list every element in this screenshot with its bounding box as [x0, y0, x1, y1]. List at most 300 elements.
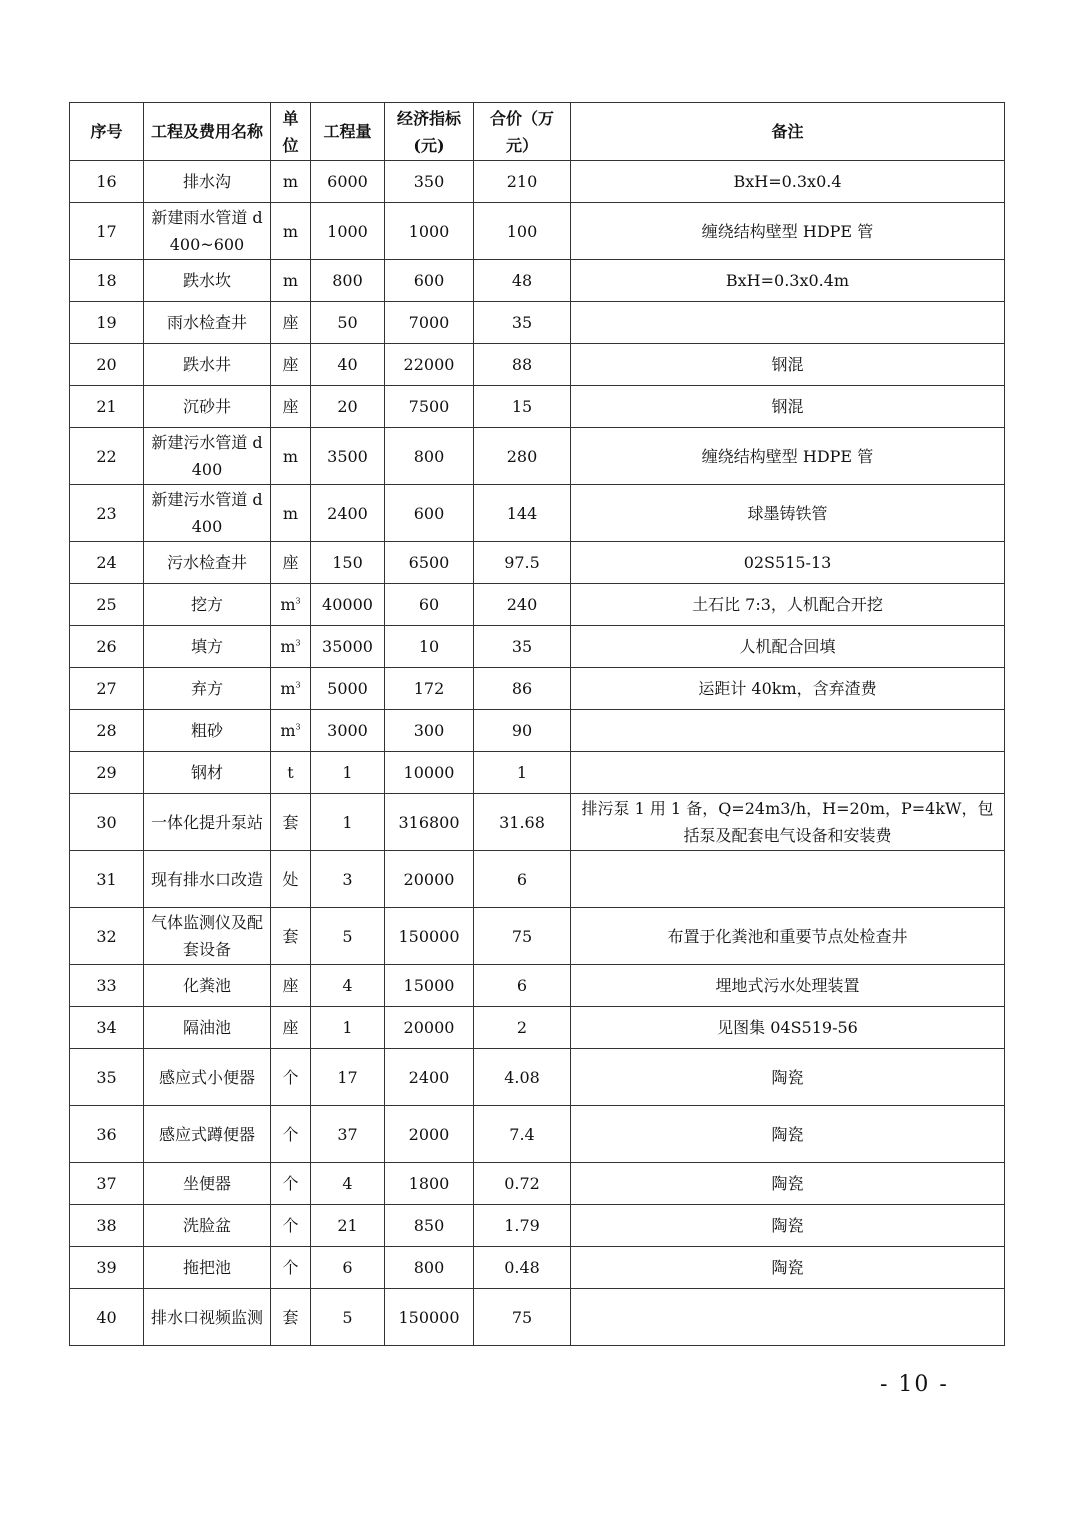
cell-unit: [271, 794, 311, 851]
cell-unit: [271, 1106, 311, 1163]
cell-quantity: [311, 668, 385, 710]
cell-name-text: 化粪池: [182, 976, 231, 995]
cell-remark: [571, 485, 1005, 542]
cell-quantity: [311, 965, 385, 1007]
table-body: [70, 161, 1005, 1346]
cell-remark: [571, 626, 1005, 668]
cell-no-text: 18: [96, 271, 117, 290]
cell-remark-text: 缠绕结构壁型 HDPE 管: [701, 446, 874, 466]
cell-no-text: 25: [96, 595, 117, 614]
cell-remark-text: 球墨铸铁管: [747, 503, 828, 523]
cell-quantity: [311, 161, 385, 203]
cell-index-text: 60: [418, 595, 440, 614]
cell-no-text: 17: [96, 221, 117, 241]
table-row: [70, 1049, 1005, 1106]
header-index: 经济指标(元): [385, 103, 474, 161]
cell-no: [70, 344, 144, 386]
cell-total-text: 144: [506, 503, 538, 523]
cell-quantity: [311, 794, 385, 851]
cell-remark-text: 陶瓷: [771, 1124, 804, 1144]
cell-unit-text: m: [282, 271, 299, 290]
cell-remark: [571, 161, 1005, 203]
cell-index-text: 6500: [408, 553, 450, 572]
cell-unit: [271, 965, 311, 1007]
cell-name-text: 新建污水管道 d400: [151, 490, 263, 536]
cell-remark-text: 钢混: [771, 397, 804, 416]
cell-total-text: 280: [506, 446, 538, 466]
cell-name-text: 粗砂: [190, 721, 223, 740]
cell-quantity-text: 5000: [327, 679, 368, 698]
cell-unit-text: m: [280, 679, 296, 698]
cell-index-text: 800: [413, 446, 445, 466]
cell-total: [474, 1163, 571, 1205]
cell-unit: [271, 302, 311, 344]
cell-no: [70, 584, 144, 626]
cell-no: [70, 161, 144, 203]
cell-index-text: 600: [413, 503, 445, 523]
cell-total-text: 6: [516, 869, 528, 889]
cell-name-text: 污水检查井: [166, 553, 247, 572]
cell-name-text: 排水沟: [182, 172, 231, 191]
cell-quantity-text: 37: [337, 1124, 358, 1144]
cell-total: [474, 386, 571, 428]
cell-quantity-text: 1000: [327, 221, 368, 241]
cell-remark: [571, 1106, 1005, 1163]
cell-unit-text: 座: [282, 1018, 299, 1037]
cell-unit-text: 座: [282, 313, 299, 332]
cell-unit-text: m: [280, 721, 296, 740]
cell-name: [144, 428, 271, 485]
table-row: [70, 794, 1005, 851]
cell-remark-text: 陶瓷: [771, 1174, 804, 1193]
cell-name: [144, 626, 271, 668]
cell-total: [474, 851, 571, 908]
cell-unit: [271, 260, 311, 302]
cell-remark-text: 埋地式污水处理装置: [715, 976, 860, 995]
cell-unit-text: 套: [282, 926, 299, 946]
cell-total-text: 6: [516, 976, 528, 995]
cell-remark: [571, 428, 1005, 485]
cell-total: [474, 1049, 571, 1106]
cell-total: [474, 626, 571, 668]
cell-name: [144, 485, 271, 542]
table-row: [70, 1205, 1005, 1247]
cell-quantity-text: 150: [332, 553, 363, 572]
cell-index: [385, 386, 474, 428]
cell-name-text: 坐便器: [182, 1174, 231, 1193]
cell-index-text: 7500: [408, 397, 450, 416]
cell-no-text: 27: [96, 679, 117, 698]
header-no: 序号: [70, 103, 144, 161]
cell-index: [385, 1049, 474, 1106]
cell-total-text: 35: [511, 637, 533, 656]
cell-quantity-text: 35000: [322, 637, 373, 656]
cell-unit-text: 座: [282, 976, 299, 995]
cell-total-text: 75: [511, 1307, 533, 1327]
cell-no: [70, 1205, 144, 1247]
cell-quantity-text: 3500: [327, 446, 368, 466]
cell-total: [474, 794, 571, 851]
cell-name: [144, 161, 271, 203]
cell-name-text: 弃方: [190, 679, 223, 698]
cell-remark-text: 运距计 40km，含弃渣费: [698, 679, 877, 698]
cell-index-text: 7000: [408, 313, 450, 332]
table-row: [70, 485, 1005, 542]
cell-name-text: 新建雨水管道 d400~600: [151, 208, 263, 254]
cell-no: [70, 428, 144, 485]
cell-quantity: [311, 344, 385, 386]
cell-remark: [571, 1007, 1005, 1049]
cell-unit-text: 座: [282, 355, 299, 374]
cell-index: [385, 260, 474, 302]
table-row: [70, 908, 1005, 965]
cell-remark: [571, 1247, 1005, 1289]
cell-total-text: 1.79: [504, 1216, 540, 1235]
cell-unit-text: m: [282, 172, 299, 191]
cell-unit-text: t: [287, 763, 294, 782]
cell-unit-text: 套: [282, 1307, 299, 1327]
cell-index-text: 15000: [403, 976, 455, 995]
cell-total: [474, 1289, 571, 1346]
cell-name: [144, 752, 271, 794]
unit-superscript: 3: [295, 680, 301, 690]
table-row: [70, 428, 1005, 485]
cell-index-text: 1800: [408, 1174, 450, 1193]
cell-remark-text: 布置于化粪池和重要节点处检查井: [667, 926, 908, 946]
cell-quantity-text: 50: [337, 313, 358, 332]
cell-remark: [571, 1205, 1005, 1247]
cell-index: [385, 428, 474, 485]
cell-no-text: 31: [96, 869, 117, 889]
cell-remark-text: 排污泵 1 用 1 备，Q=24m3/h，H=20m，P=4kW，包括泵及配套电气设备和安装费: [581, 799, 994, 845]
cell-quantity: [311, 908, 385, 965]
cell-no: [70, 1163, 144, 1205]
cell-remark: [571, 710, 1005, 752]
cell-remark-text: 人机配合回填: [739, 637, 836, 656]
cell-index-text: 20000: [403, 869, 455, 889]
cell-name-text: 一体化提升泵站: [150, 812, 263, 832]
cell-name-text: 钢材: [190, 763, 223, 782]
cell-total: [474, 752, 571, 794]
cell-total: [474, 485, 571, 542]
cell-index: [385, 344, 474, 386]
cell-name: [144, 965, 271, 1007]
cell-index-text: 150000: [398, 926, 460, 946]
cell-unit-text: 个: [282, 1124, 299, 1144]
cell-remark: [571, 302, 1005, 344]
cell-unit: [271, 344, 311, 386]
cell-total-text: 210: [506, 172, 538, 191]
cell-total: [474, 965, 571, 1007]
cell-name: [144, 302, 271, 344]
cell-total: [474, 1007, 571, 1049]
table-row: [70, 302, 1005, 344]
cell-remark: [571, 668, 1005, 710]
cell-no-text: 29: [96, 763, 117, 782]
cell-quantity: [311, 584, 385, 626]
cell-index: [385, 302, 474, 344]
cell-index: [385, 1289, 474, 1346]
cell-unit: [271, 428, 311, 485]
cell-no: [70, 1007, 144, 1049]
cell-unit: [271, 1247, 311, 1289]
cell-unit: [271, 908, 311, 965]
cell-no-text: 16: [96, 172, 117, 191]
cell-total-text: 90: [511, 721, 533, 740]
cell-name: [144, 344, 271, 386]
cell-unit-text: m: [282, 503, 299, 523]
cell-quantity-text: 5: [342, 1307, 353, 1327]
cell-unit: [271, 485, 311, 542]
cell-remark: [571, 1163, 1005, 1205]
cell-remark: [571, 752, 1005, 794]
cell-remark-text: BxH=0.3x0.4m: [725, 271, 850, 290]
cell-name-text: 挖方: [190, 595, 223, 614]
cell-total-text: 88: [511, 355, 533, 374]
cell-quantity-text: 40: [337, 355, 358, 374]
cell-quantity: [311, 752, 385, 794]
table-row: [70, 752, 1005, 794]
cell-total: [474, 1247, 571, 1289]
cell-total: [474, 1106, 571, 1163]
cell-no: [70, 1049, 144, 1106]
cell-index-text: 10000: [403, 763, 455, 782]
cell-index: [385, 668, 474, 710]
cell-no-text: 37: [96, 1174, 117, 1193]
cell-quantity-text: 4: [342, 1174, 353, 1193]
cell-remark: [571, 1049, 1005, 1106]
cell-total: [474, 584, 571, 626]
cell-quantity: [311, 1007, 385, 1049]
cell-total: [474, 710, 571, 752]
header-quantity: 工程量: [311, 103, 385, 161]
cell-unit-text: m: [282, 446, 299, 466]
cell-index: [385, 626, 474, 668]
cell-index: [385, 710, 474, 752]
cell-total: [474, 542, 571, 584]
cell-index: [385, 485, 474, 542]
cell-name-text: 现有排水口改造: [150, 869, 263, 889]
cell-name: [144, 1163, 271, 1205]
cell-unit-text: m: [282, 221, 299, 241]
cell-unit-text: 套: [282, 812, 299, 832]
cell-quantity: [311, 1049, 385, 1106]
cell-unit: [271, 626, 311, 668]
header-unit: 单位: [271, 103, 311, 161]
table-row: [70, 710, 1005, 752]
cell-no-text: 21: [96, 397, 117, 416]
cell-index-text: 22000: [403, 355, 455, 374]
cell-name-text: 感应式蹲便器: [158, 1124, 255, 1144]
cell-unit-text: 个: [282, 1174, 299, 1193]
cell-remark-text: 陶瓷: [771, 1258, 804, 1277]
cell-total-text: 1: [516, 763, 528, 782]
cell-no: [70, 386, 144, 428]
header-name: 工程及费用名称: [144, 103, 271, 161]
cell-no: [70, 1289, 144, 1346]
table-row: [70, 1106, 1005, 1163]
cell-unit: [271, 161, 311, 203]
cell-quantity-text: 21: [337, 1216, 358, 1235]
unit-superscript: 3: [295, 596, 301, 606]
cell-name: [144, 710, 271, 752]
header-total: 合价（万元）: [474, 103, 571, 161]
cell-unit: [271, 1007, 311, 1049]
cell-name: [144, 260, 271, 302]
cell-index: [385, 851, 474, 908]
cell-unit: [271, 203, 311, 260]
cell-index-text: 2400: [408, 1067, 450, 1087]
cell-quantity: [311, 1205, 385, 1247]
cell-name: [144, 1007, 271, 1049]
cell-name-text: 洗脸盆: [182, 1216, 231, 1235]
cell-quantity-text: 6000: [327, 172, 368, 191]
cell-total-text: 4.08: [504, 1067, 540, 1087]
cell-total: [474, 428, 571, 485]
cell-unit-text: 座: [282, 397, 299, 416]
cell-no-text: 40: [96, 1307, 117, 1327]
cell-no: [70, 485, 144, 542]
cell-remark-text: 陶瓷: [771, 1216, 804, 1235]
cell-name: [144, 1106, 271, 1163]
cell-index: [385, 1106, 474, 1163]
cell-name: [144, 1049, 271, 1106]
cell-total-text: 2: [516, 1018, 528, 1037]
cell-quantity: [311, 260, 385, 302]
cell-no: [70, 626, 144, 668]
cell-quantity: [311, 626, 385, 668]
cell-total: [474, 302, 571, 344]
cell-unit-text: 处: [282, 869, 299, 889]
cell-unit: [271, 752, 311, 794]
cell-total-text: 35: [511, 313, 533, 332]
page-number: - 10 -: [880, 1372, 949, 1397]
cell-index-text: 150000: [398, 1307, 460, 1327]
cell-index: [385, 1163, 474, 1205]
table-row: [70, 1247, 1005, 1289]
cell-quantity: [311, 203, 385, 260]
cell-remark: [571, 203, 1005, 260]
cell-unit: [271, 668, 311, 710]
table-row: [70, 161, 1005, 203]
table-row: [70, 344, 1005, 386]
cell-unit: [271, 386, 311, 428]
table-row: [70, 1007, 1005, 1049]
cell-remark-text: 缠绕结构壁型 HDPE 管: [701, 221, 874, 241]
cell-quantity-text: 17: [337, 1067, 358, 1087]
cell-index: [385, 908, 474, 965]
cell-no: [70, 1247, 144, 1289]
cell-no: [70, 851, 144, 908]
cell-no-text: 38: [96, 1216, 117, 1235]
cell-unit-text: 个: [282, 1067, 299, 1087]
cell-remark-text: 陶瓷: [771, 1067, 804, 1087]
cell-remark: [571, 794, 1005, 851]
cell-index-text: 350: [413, 172, 445, 191]
cell-unit: [271, 1049, 311, 1106]
cell-unit: [271, 1163, 311, 1205]
cell-no-text: 35: [96, 1067, 117, 1087]
cell-quantity-text: 40000: [322, 595, 373, 614]
cell-no-text: 28: [96, 721, 117, 740]
cell-no-text: 36: [96, 1124, 117, 1144]
table-row: [70, 851, 1005, 908]
cell-total-text: 31.68: [499, 812, 545, 832]
cell-quantity: [311, 851, 385, 908]
cell-no: [70, 542, 144, 584]
cell-remark: [571, 584, 1005, 626]
cell-name: [144, 668, 271, 710]
cell-total-text: 97.5: [504, 553, 540, 572]
cell-index-text: 316800: [398, 812, 460, 832]
cell-no: [70, 752, 144, 794]
cell-index-text: 1000: [408, 221, 450, 241]
cell-unit: [271, 542, 311, 584]
cell-remark-text: 02S515-13: [743, 553, 832, 572]
cell-unit-text: 座: [282, 553, 299, 572]
cell-no: [70, 668, 144, 710]
cell-total-text: 86: [511, 679, 533, 698]
cell-quantity-text: 1: [342, 812, 353, 832]
cell-total-text: 48: [511, 271, 533, 290]
cell-no: [70, 794, 144, 851]
cell-index-text: 800: [413, 1258, 445, 1277]
cell-quantity-text: 800: [332, 271, 363, 290]
cell-no: [70, 302, 144, 344]
cell-unit-text: m: [280, 595, 296, 614]
cell-remark: [571, 965, 1005, 1007]
cell-name: [144, 1205, 271, 1247]
cell-quantity-text: 1: [342, 1018, 353, 1037]
cell-no-text: 33: [96, 976, 117, 995]
cell-index: [385, 752, 474, 794]
cell-remark-text: 见图集 04S519-56: [717, 1018, 858, 1037]
cell-no: [70, 908, 144, 965]
cell-remark-text: 钢混: [771, 355, 804, 374]
cell-index-text: 2000: [408, 1124, 450, 1144]
cell-name: [144, 1247, 271, 1289]
cell-index: [385, 1247, 474, 1289]
cell-total: [474, 908, 571, 965]
cell-no: [70, 1106, 144, 1163]
cell-quantity-text: 4: [342, 976, 353, 995]
cell-quantity: [311, 710, 385, 752]
cell-quantity: [311, 302, 385, 344]
cell-quantity: [311, 1247, 385, 1289]
cell-index-text: 300: [413, 721, 445, 740]
cell-no: [70, 260, 144, 302]
cell-total: [474, 161, 571, 203]
cell-total: [474, 260, 571, 302]
cost-table: [69, 102, 1005, 1346]
cell-name: [144, 1289, 271, 1346]
cell-no-text: 22: [96, 446, 117, 466]
cell-name-text: 沉砂井: [182, 397, 231, 416]
cell-index-text: 20000: [403, 1018, 455, 1037]
header-remark: 备注: [571, 103, 1005, 161]
cell-remark: [571, 908, 1005, 965]
cell-total: [474, 344, 571, 386]
table-row: [70, 203, 1005, 260]
cell-quantity: [311, 1163, 385, 1205]
cell-name: [144, 386, 271, 428]
cell-index: [385, 584, 474, 626]
cell-index: [385, 794, 474, 851]
cell-no-text: 32: [96, 926, 117, 946]
table-row: [70, 626, 1005, 668]
cell-index: [385, 203, 474, 260]
cell-no-text: 24: [96, 553, 117, 572]
